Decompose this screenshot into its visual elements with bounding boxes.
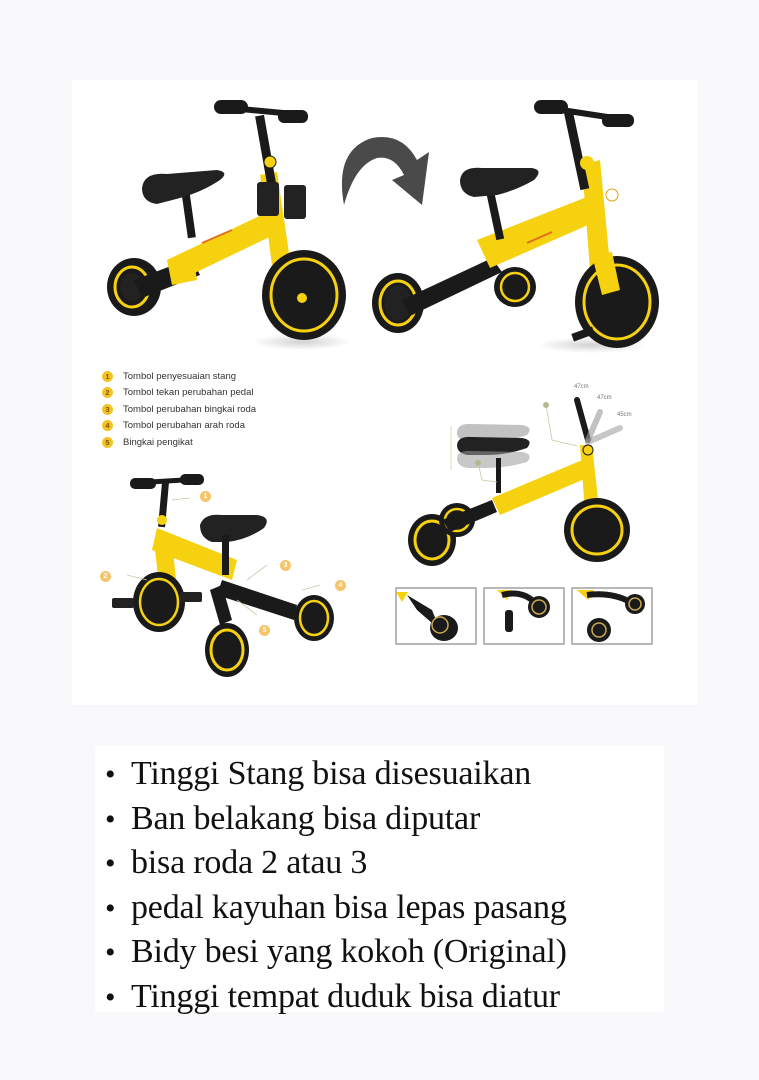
number-badge: 1 bbox=[102, 371, 113, 382]
bike-top-left bbox=[107, 100, 352, 350]
curved-arrow-icon bbox=[342, 137, 429, 205]
wheel-icon bbox=[133, 572, 185, 632]
callout-badge-4: 4 bbox=[335, 580, 346, 591]
legend-item bbox=[102, 368, 256, 385]
feature-text: pedal kayuhan bisa lepas pasang bbox=[131, 888, 567, 926]
features-box bbox=[95, 746, 664, 1015]
legend-label: Tombol perubahan bingkai roda bbox=[123, 403, 257, 415]
feature-item bbox=[105, 930, 664, 975]
bullet-icon: • bbox=[105, 802, 116, 836]
legend-label: Bingkai pengikat bbox=[123, 436, 193, 448]
feature-text: Tinggi Stang bisa disesuaikan bbox=[131, 755, 532, 792]
bike-bottom-left bbox=[112, 474, 334, 677]
parts-legend bbox=[102, 368, 256, 451]
height-label: 45cm bbox=[617, 412, 632, 418]
legend-item bbox=[102, 401, 256, 418]
height-label: 47cm bbox=[597, 395, 612, 401]
wheel-icon bbox=[294, 595, 334, 641]
legend-item bbox=[102, 418, 256, 435]
legend-item bbox=[102, 434, 256, 451]
height-label: 47cm bbox=[574, 384, 589, 390]
legend-label: Tombol penyesuaian stang bbox=[123, 370, 237, 382]
number-badge: 4 bbox=[102, 420, 113, 431]
callout-badge-5: 5 bbox=[259, 625, 270, 636]
bullet-icon: • bbox=[105, 980, 116, 1014]
legend-item bbox=[102, 385, 256, 402]
feature-item bbox=[105, 841, 664, 886]
bike-bottom-right bbox=[408, 400, 630, 566]
wheel-icon bbox=[205, 623, 249, 677]
feature-item bbox=[105, 886, 664, 931]
feature-item bbox=[105, 797, 664, 842]
number-badge: 5 bbox=[102, 437, 113, 448]
legend-label: Tombol tekan perubahan pedal bbox=[123, 387, 254, 399]
number-badge: 2 bbox=[102, 387, 113, 398]
wheel-icon bbox=[494, 267, 536, 307]
features-list bbox=[95, 746, 664, 1019]
feature-item bbox=[105, 975, 664, 1020]
wheel-icon bbox=[564, 498, 630, 562]
feature-text: Bidy besi yang kokoh (Original) bbox=[131, 933, 567, 970]
feature-text: Tinggi tempat duduk bisa diatur bbox=[131, 977, 560, 1015]
wheel-detail-thumbnails bbox=[396, 588, 652, 644]
product-image bbox=[72, 80, 698, 705]
bullet-icon: • bbox=[105, 936, 116, 969]
bullet-icon: • bbox=[105, 847, 116, 880]
feature-text: bisa roda 2 atau 3 bbox=[131, 844, 368, 881]
callout-badge-3: 3 bbox=[280, 560, 291, 571]
legend-label: Tombol perubahan arah roda bbox=[123, 420, 246, 432]
callout-badge-1: 1 bbox=[200, 491, 211, 502]
bike-top-right bbox=[372, 100, 659, 353]
bullet-icon: • bbox=[105, 891, 116, 925]
feature-text: Ban belakang bisa diputar bbox=[131, 799, 481, 837]
number-badge: 3 bbox=[102, 404, 113, 415]
bullet-icon: • bbox=[105, 758, 116, 791]
wheel-icon bbox=[262, 250, 346, 340]
callout-badge-2: 2 bbox=[100, 571, 111, 582]
feature-item bbox=[105, 752, 664, 797]
